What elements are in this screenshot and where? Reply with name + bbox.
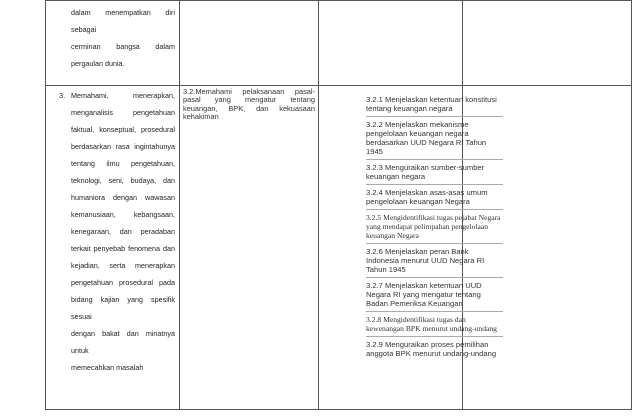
text-line: dalam menempatkan diri sebagai	[71, 8, 175, 34]
indicator-item: 3.2.6 Menjelaskan peran Bank Indonesia menurut UUD Negara RI Tahun 1945	[366, 244, 503, 278]
indicator-item: 3.2.7 Menjelaskan ketentuan UUD Negara RI yang mengatur tentang Badan Pemeriksa Keuangan	[366, 278, 503, 312]
indicator-item: 3.2.2 Menjelaskan mekanisme pengelolaan keuangan negara berdasarkan UUD Negara RI Tahun 1945	[366, 117, 503, 160]
text-line: teknologi, seni, budaya, dan	[71, 176, 175, 185]
text-line: menganalisis pengetahuan	[71, 108, 175, 117]
table-border-bottom	[45, 409, 632, 410]
basic-competence-text: 3.2.Memahami pelaksanaan pasal-pasal yang mengatur tentang keuangan, BPK, dan kekuasaan kehakiman	[183, 88, 315, 122]
text-line: humaniora dengan wawasan	[71, 193, 175, 202]
indicator-item: 3.2.5 Mengidentifikasi tugas pejabat Negara yang mendapat pelimpahan pengelolaan keuangan Negara	[366, 210, 503, 244]
text-line: bidang kajian yang spesifik sesuai	[71, 295, 175, 321]
core-competence-text	[71, 87, 175, 376]
table-border-left	[45, 0, 46, 410]
text-line: berdasarkan rasa ingintahunya	[71, 142, 175, 151]
text-line: Memahami, menerapkan,	[71, 91, 175, 100]
text-line: kemanusiaan, kebangsaan,	[71, 210, 175, 219]
text-line: cerminan bangsa dalam	[71, 42, 175, 51]
text-line: tentang ilmu pengetahuan,	[71, 159, 175, 168]
indicator-item: 3.2.3 Menguraikan sumber-sumber keuangan negara	[366, 160, 503, 185]
text-line: faktual, konseptual, prosedural	[71, 125, 175, 134]
row-number: 3.	[59, 91, 66, 100]
indicator-item: 3.2.9 Menguraikan proses pemilihan anggota BPK menurut undang-undang	[366, 340, 497, 358]
indicator-item: 3.2.1 Menjelaskan ketentuan konstitusi tentang keuangan negara	[366, 92, 503, 117]
indicator-item: 3.2.8 Mengidentifikasi tugas dan kewenangan BPK menurut undang-undang	[366, 312, 503, 337]
text-line: pengetahuan prosedural pada	[71, 278, 175, 287]
text-line: kenegaraan, dan peradaban	[71, 227, 175, 236]
text-line: kejadian, serta menerapkan	[71, 261, 175, 270]
indicator-item: 3.2.4 Menjelaskan asas-asas umum pengelolaan keuangan Negara	[366, 185, 503, 210]
curriculum-table	[45, 0, 632, 410]
text-line: dengan bakat dan minatnya untuk	[71, 329, 175, 355]
column-divider	[318, 0, 319, 410]
text-line: terkait penyebab fenomena dan	[71, 244, 175, 253]
text-line: pergaulan dunia.	[71, 59, 125, 68]
competence-continuation	[71, 4, 175, 72]
table-border-right	[631, 0, 632, 410]
text-line: memecahkan masalah	[71, 363, 144, 372]
column-divider	[179, 0, 180, 410]
table-border-top	[45, 0, 632, 1]
row-divider	[45, 85, 632, 86]
indicator-list	[366, 92, 503, 361]
